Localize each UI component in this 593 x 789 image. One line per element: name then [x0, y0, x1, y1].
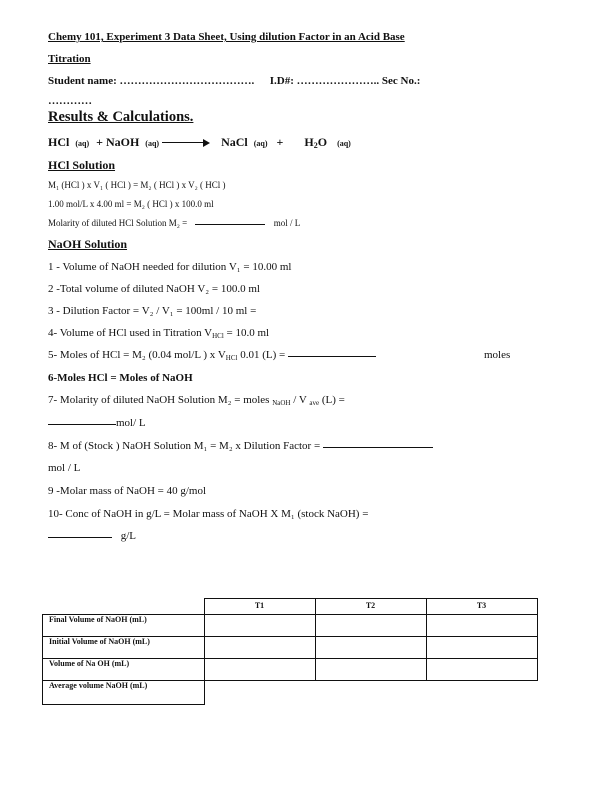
moles-hcl-blank[interactable]: [288, 355, 376, 357]
cell-initial-t2[interactable]: [315, 637, 426, 659]
sec-label: Sec No.:: [381, 75, 421, 87]
naoh-item-9: 9 -Molar mass of NaOH = 40 g/mol: [48, 485, 207, 497]
hcl-solution-heading: HCl Solution: [48, 158, 116, 172]
cell-volume-t1[interactable]: [204, 659, 315, 681]
row-label-average-volume: Average volume NaOH (mL): [43, 681, 205, 705]
cell-initial-t3[interactable]: [426, 637, 537, 659]
row-label-volume: Volume of Na OH (mL): [43, 659, 205, 681]
doc-title: Chemy 101, Experiment 3 Data Sheet, Using dilution Factor in an Acid Base: [48, 31, 405, 43]
table-row: [43, 681, 538, 705]
titration-data-table: [42, 598, 538, 705]
naoh-item-6: 6-Moles HCl = Moles of NaOH: [48, 372, 193, 384]
hcl-molarity-blank[interactable]: [195, 223, 265, 225]
cell-final-t2[interactable]: [315, 615, 426, 637]
table-row: [43, 659, 538, 681]
stock-molarity-blank[interactable]: [323, 446, 433, 448]
student-info-line: [48, 76, 420, 87]
table-corner-cell: [43, 599, 205, 615]
reaction-arrow-icon: [162, 139, 210, 147]
column-header-t1: T1: [204, 599, 315, 615]
cell-average-empty: [204, 681, 315, 705]
hcl-dilution-values: 1.00 mol/L x 4.00 ml = M₂ ( HCl ) x 100.0 ml: [48, 199, 214, 209]
doc-title-continued: Titration: [48, 53, 91, 65]
moles-unit: moles: [484, 349, 511, 361]
naoh-item-10-answer: g/L: [48, 531, 136, 542]
cell-final-t1[interactable]: [204, 615, 315, 637]
molarity-naoh-blank[interactable]: [48, 423, 116, 425]
column-header-t3: T3: [426, 599, 537, 615]
naoh-solution-heading: NaOH Solution: [48, 237, 128, 251]
cell-volume-t2[interactable]: [315, 659, 426, 681]
sec-field[interactable]: …………: [48, 95, 92, 107]
row-label-final-volume: Final Volume of NaOH (mL): [43, 615, 205, 637]
row-label-initial-volume: Initial Volume of NaOH (mL): [43, 637, 205, 659]
results-heading: Results & Calculations.: [48, 109, 194, 125]
naoh-item-3: 3 - Dilution Factor = V₂ / V₁ = 100ml / 10 ml =: [48, 305, 257, 317]
naoh-item-10: 10- Conc of NaOH in g/L = Molar mass of NaOH X M₁ (stock NaOH) =: [48, 508, 369, 520]
student-name-label: Student name:: [48, 75, 117, 87]
student-name-field[interactable]: ……………………………….: [119, 75, 255, 87]
naoh-item-5: 5- Moles of HCl = M₂ (0.04 mol/L ) x $V_{HCl}$ 0.01 (L) =: [48, 350, 376, 362]
table-row: [43, 637, 538, 659]
id-field[interactable]: …………………..: [296, 75, 380, 87]
cell-final-t3[interactable]: [426, 615, 537, 637]
naoh-item-4: 4- Volume of HCl used in Titration $V_{HCl} = 10.0$ ml: [48, 327, 270, 340]
cell-initial-t1[interactable]: [204, 637, 315, 659]
cell-volume-t3[interactable]: [426, 659, 537, 681]
conc-naoh-blank[interactable]: [48, 536, 112, 538]
hcl-dilution-formula: M₁ (HCl ) x V₁ ( HCl ) = M₂ ( HCl ) x V₂ ( HCl ): [48, 180, 226, 190]
reaction-equation: HCl (aq) + NaOH (aq) NaCl $(aq) + H_2O$ (aq): [48, 135, 351, 150]
hcl-molarity-line: Molarity of diluted HCl Solution M₂ = mol / L: [48, 218, 301, 228]
naoh-item-8-unit: mol / L: [48, 462, 81, 474]
column-header-t2: T2: [315, 599, 426, 615]
naoh-item-2: 2 -Total volume of diluted NaOH V₂ = 100.0 ml: [48, 283, 260, 295]
naoh-item-7-answer: mol/ L: [48, 418, 146, 429]
naoh-item-7: 7- Molarity of diluted NaOH Solution M₂ = moles $_{NaOH}$ / V $_{ave}$ (L) =: [48, 394, 345, 407]
naoh-item-1: 1 - Volume of NaOH needed for dilution V₁ = 10.00 ml: [48, 261, 292, 273]
id-label: I.D#:: [269, 75, 294, 87]
table-row: [43, 615, 538, 637]
naoh-item-8: 8- M of (Stock ) NaOH Solution M₁ = M₂ x Dilution Factor =: [48, 441, 433, 452]
table-header-row: [43, 599, 538, 615]
